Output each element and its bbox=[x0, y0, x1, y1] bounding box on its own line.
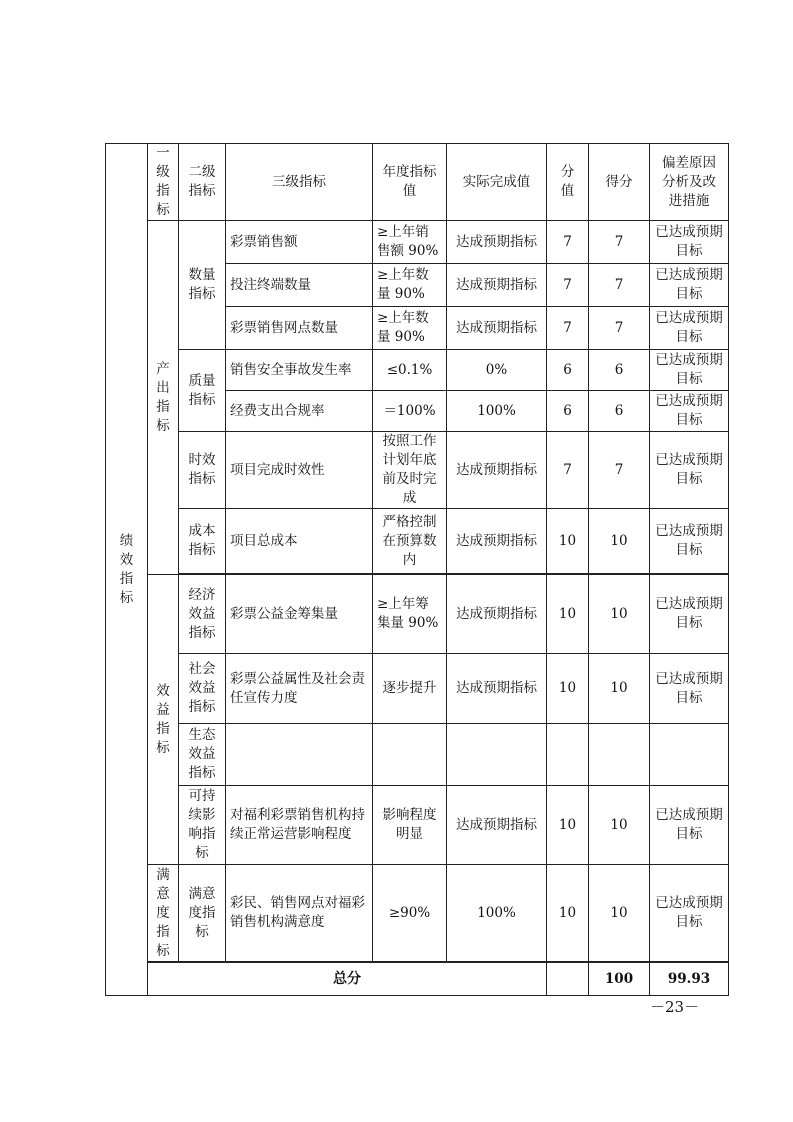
score-cell: 7 bbox=[589, 432, 650, 509]
table-row bbox=[106, 509, 729, 574]
weight-cell: 10 bbox=[547, 786, 589, 865]
header-level1: 一级指标 bbox=[148, 144, 179, 221]
weight-cell: 10 bbox=[547, 575, 589, 654]
actual-cell: 达成预期指标 bbox=[447, 432, 547, 509]
table-row bbox=[106, 786, 729, 865]
note-cell bbox=[650, 724, 729, 786]
section-label: 绩效指标 bbox=[106, 144, 148, 996]
score-cell: 7 bbox=[589, 221, 650, 264]
total-weight: 100 bbox=[589, 963, 650, 996]
subgroup-social: 社会效益指标 bbox=[179, 654, 226, 724]
score-cell: 6 bbox=[589, 391, 650, 432]
actual-cell: 100% bbox=[447, 865, 547, 962]
note-cell: 已达成预期目标 bbox=[650, 350, 729, 391]
target-cell: 影响程度明显 bbox=[373, 786, 447, 865]
indicator-cell: 彩票销售额 bbox=[226, 221, 373, 264]
note-cell: 已达成预期目标 bbox=[650, 391, 729, 432]
weight-cell: 7 bbox=[547, 307, 589, 350]
actual-cell: 达成预期指标 bbox=[447, 786, 547, 865]
score-cell: 10 bbox=[589, 509, 650, 574]
header-level2: 二级指标 bbox=[179, 144, 226, 221]
note-cell: 已达成预期目标 bbox=[650, 307, 729, 350]
header-actual: 实际完成值 bbox=[447, 144, 547, 221]
score-cell: 10 bbox=[589, 654, 650, 724]
subgroup-timeliness: 时效指标 bbox=[179, 432, 226, 509]
actual-cell: 达成预期指标 bbox=[447, 264, 547, 307]
subgroup-quantity: 数量指标 bbox=[179, 221, 226, 350]
note-cell: 已达成预期目标 bbox=[650, 575, 729, 654]
target-cell bbox=[373, 724, 447, 786]
weight-cell: 10 bbox=[547, 509, 589, 574]
score-cell: 7 bbox=[589, 307, 650, 350]
target-cell: ≥上年销售额 90% bbox=[373, 221, 447, 264]
weight-cell: 6 bbox=[547, 391, 589, 432]
indicator-cell: 投注终端数量 bbox=[226, 264, 373, 307]
actual-cell: 100% bbox=[447, 391, 547, 432]
page-number: －23－ bbox=[650, 998, 700, 1016]
total-score: 99.93 bbox=[650, 963, 729, 996]
subgroup-sustainable: 可持续影响指标 bbox=[179, 786, 226, 865]
score-cell: 7 bbox=[589, 264, 650, 307]
weight-cell: 7 bbox=[547, 432, 589, 509]
header-deviation: 偏差原因分析及改进措施 bbox=[650, 144, 729, 221]
indicator-cell: 彩票公益属性及社会责任宣传力度 bbox=[226, 654, 373, 724]
actual-cell: 达成预期指标 bbox=[447, 509, 547, 574]
indicator-cell: 项目完成时效性 bbox=[226, 432, 373, 509]
actual-cell: 达成预期指标 bbox=[447, 654, 547, 724]
note-cell: 已达成预期目标 bbox=[650, 509, 729, 574]
weight-cell: 6 bbox=[547, 350, 589, 391]
indicator-cell: 彩票销售网点数量 bbox=[226, 307, 373, 350]
indicator-cell: 彩票公益金筹集量 bbox=[226, 575, 373, 654]
table-row bbox=[106, 221, 729, 264]
score-cell: 10 bbox=[589, 575, 650, 654]
total-row bbox=[106, 963, 729, 996]
note-cell: 已达成预期目标 bbox=[650, 221, 729, 264]
subgroup-quality: 质量指标 bbox=[179, 350, 226, 432]
indicator-cell: 彩民、销售网点对福彩销售机构满意度 bbox=[226, 865, 373, 962]
weight-cell bbox=[547, 724, 589, 786]
note-cell: 已达成预期目标 bbox=[650, 654, 729, 724]
actual-cell: 达成预期指标 bbox=[447, 575, 547, 654]
target-cell: ≤0.1% bbox=[373, 350, 447, 391]
target-cell: ≥90% bbox=[373, 865, 447, 962]
target-cell: 严格控制在预算数内 bbox=[373, 509, 447, 574]
actual-cell bbox=[447, 724, 547, 786]
header-level3: 三级指标 bbox=[226, 144, 373, 221]
performance-table bbox=[105, 143, 729, 996]
table-row bbox=[106, 654, 729, 724]
weight-cell: 7 bbox=[547, 221, 589, 264]
weight-cell: 10 bbox=[547, 654, 589, 724]
group-satisfaction: 满意度指标 bbox=[148, 865, 179, 962]
table-row bbox=[106, 575, 729, 654]
header-score: 得分 bbox=[589, 144, 650, 221]
note-cell: 已达成预期目标 bbox=[650, 786, 729, 865]
actual-cell: 0% bbox=[447, 350, 547, 391]
group-output: 产出指标 bbox=[148, 221, 179, 575]
actual-cell: 达成预期指标 bbox=[447, 307, 547, 350]
table-row bbox=[106, 350, 729, 391]
score-cell: 6 bbox=[589, 350, 650, 391]
target-cell: 按照工作计划年底前及时完成 bbox=[373, 432, 447, 509]
indicator-cell: 经费支出合规率 bbox=[226, 391, 373, 432]
note-cell: 已达成预期目标 bbox=[650, 865, 729, 962]
target-cell: ≥上年筹集量 90% bbox=[373, 575, 447, 654]
score-cell bbox=[589, 724, 650, 786]
target-cell: ≥上年数量 90% bbox=[373, 307, 447, 350]
note-cell: 已达成预期目标 bbox=[650, 432, 729, 509]
weight-cell: 10 bbox=[547, 865, 589, 962]
total-empty-cell bbox=[547, 963, 589, 996]
subgroup-satisfaction: 满意度指标 bbox=[179, 865, 226, 962]
target-cell: ＝100% bbox=[373, 391, 447, 432]
weight-cell: 7 bbox=[547, 264, 589, 307]
subgroup-ecological: 生态效益指标 bbox=[179, 724, 226, 786]
actual-cell: 达成预期指标 bbox=[447, 221, 547, 264]
table-row bbox=[106, 724, 729, 786]
note-cell: 已达成预期目标 bbox=[650, 264, 729, 307]
total-label: 总分 bbox=[148, 963, 547, 996]
group-benefit: 效益指标 bbox=[148, 575, 179, 865]
target-cell: ≥上年数量 90% bbox=[373, 264, 447, 307]
table-row bbox=[106, 432, 729, 509]
target-cell: 逐步提升 bbox=[373, 654, 447, 724]
table-header-row bbox=[106, 144, 729, 221]
indicator-cell: 对福利彩票销售机构持续正常运营影响程度 bbox=[226, 786, 373, 865]
score-cell: 10 bbox=[589, 865, 650, 962]
indicator-cell: 销售安全事故发生率 bbox=[226, 350, 373, 391]
indicator-cell: 项目总成本 bbox=[226, 509, 373, 574]
header-annual-target: 年度指标值 bbox=[373, 144, 447, 221]
score-cell: 10 bbox=[589, 786, 650, 865]
subgroup-economic: 经济效益指标 bbox=[179, 575, 226, 654]
subgroup-cost: 成本指标 bbox=[179, 509, 226, 574]
header-weight: 分值 bbox=[547, 144, 589, 221]
indicator-cell bbox=[226, 724, 373, 786]
table-row bbox=[106, 865, 729, 962]
